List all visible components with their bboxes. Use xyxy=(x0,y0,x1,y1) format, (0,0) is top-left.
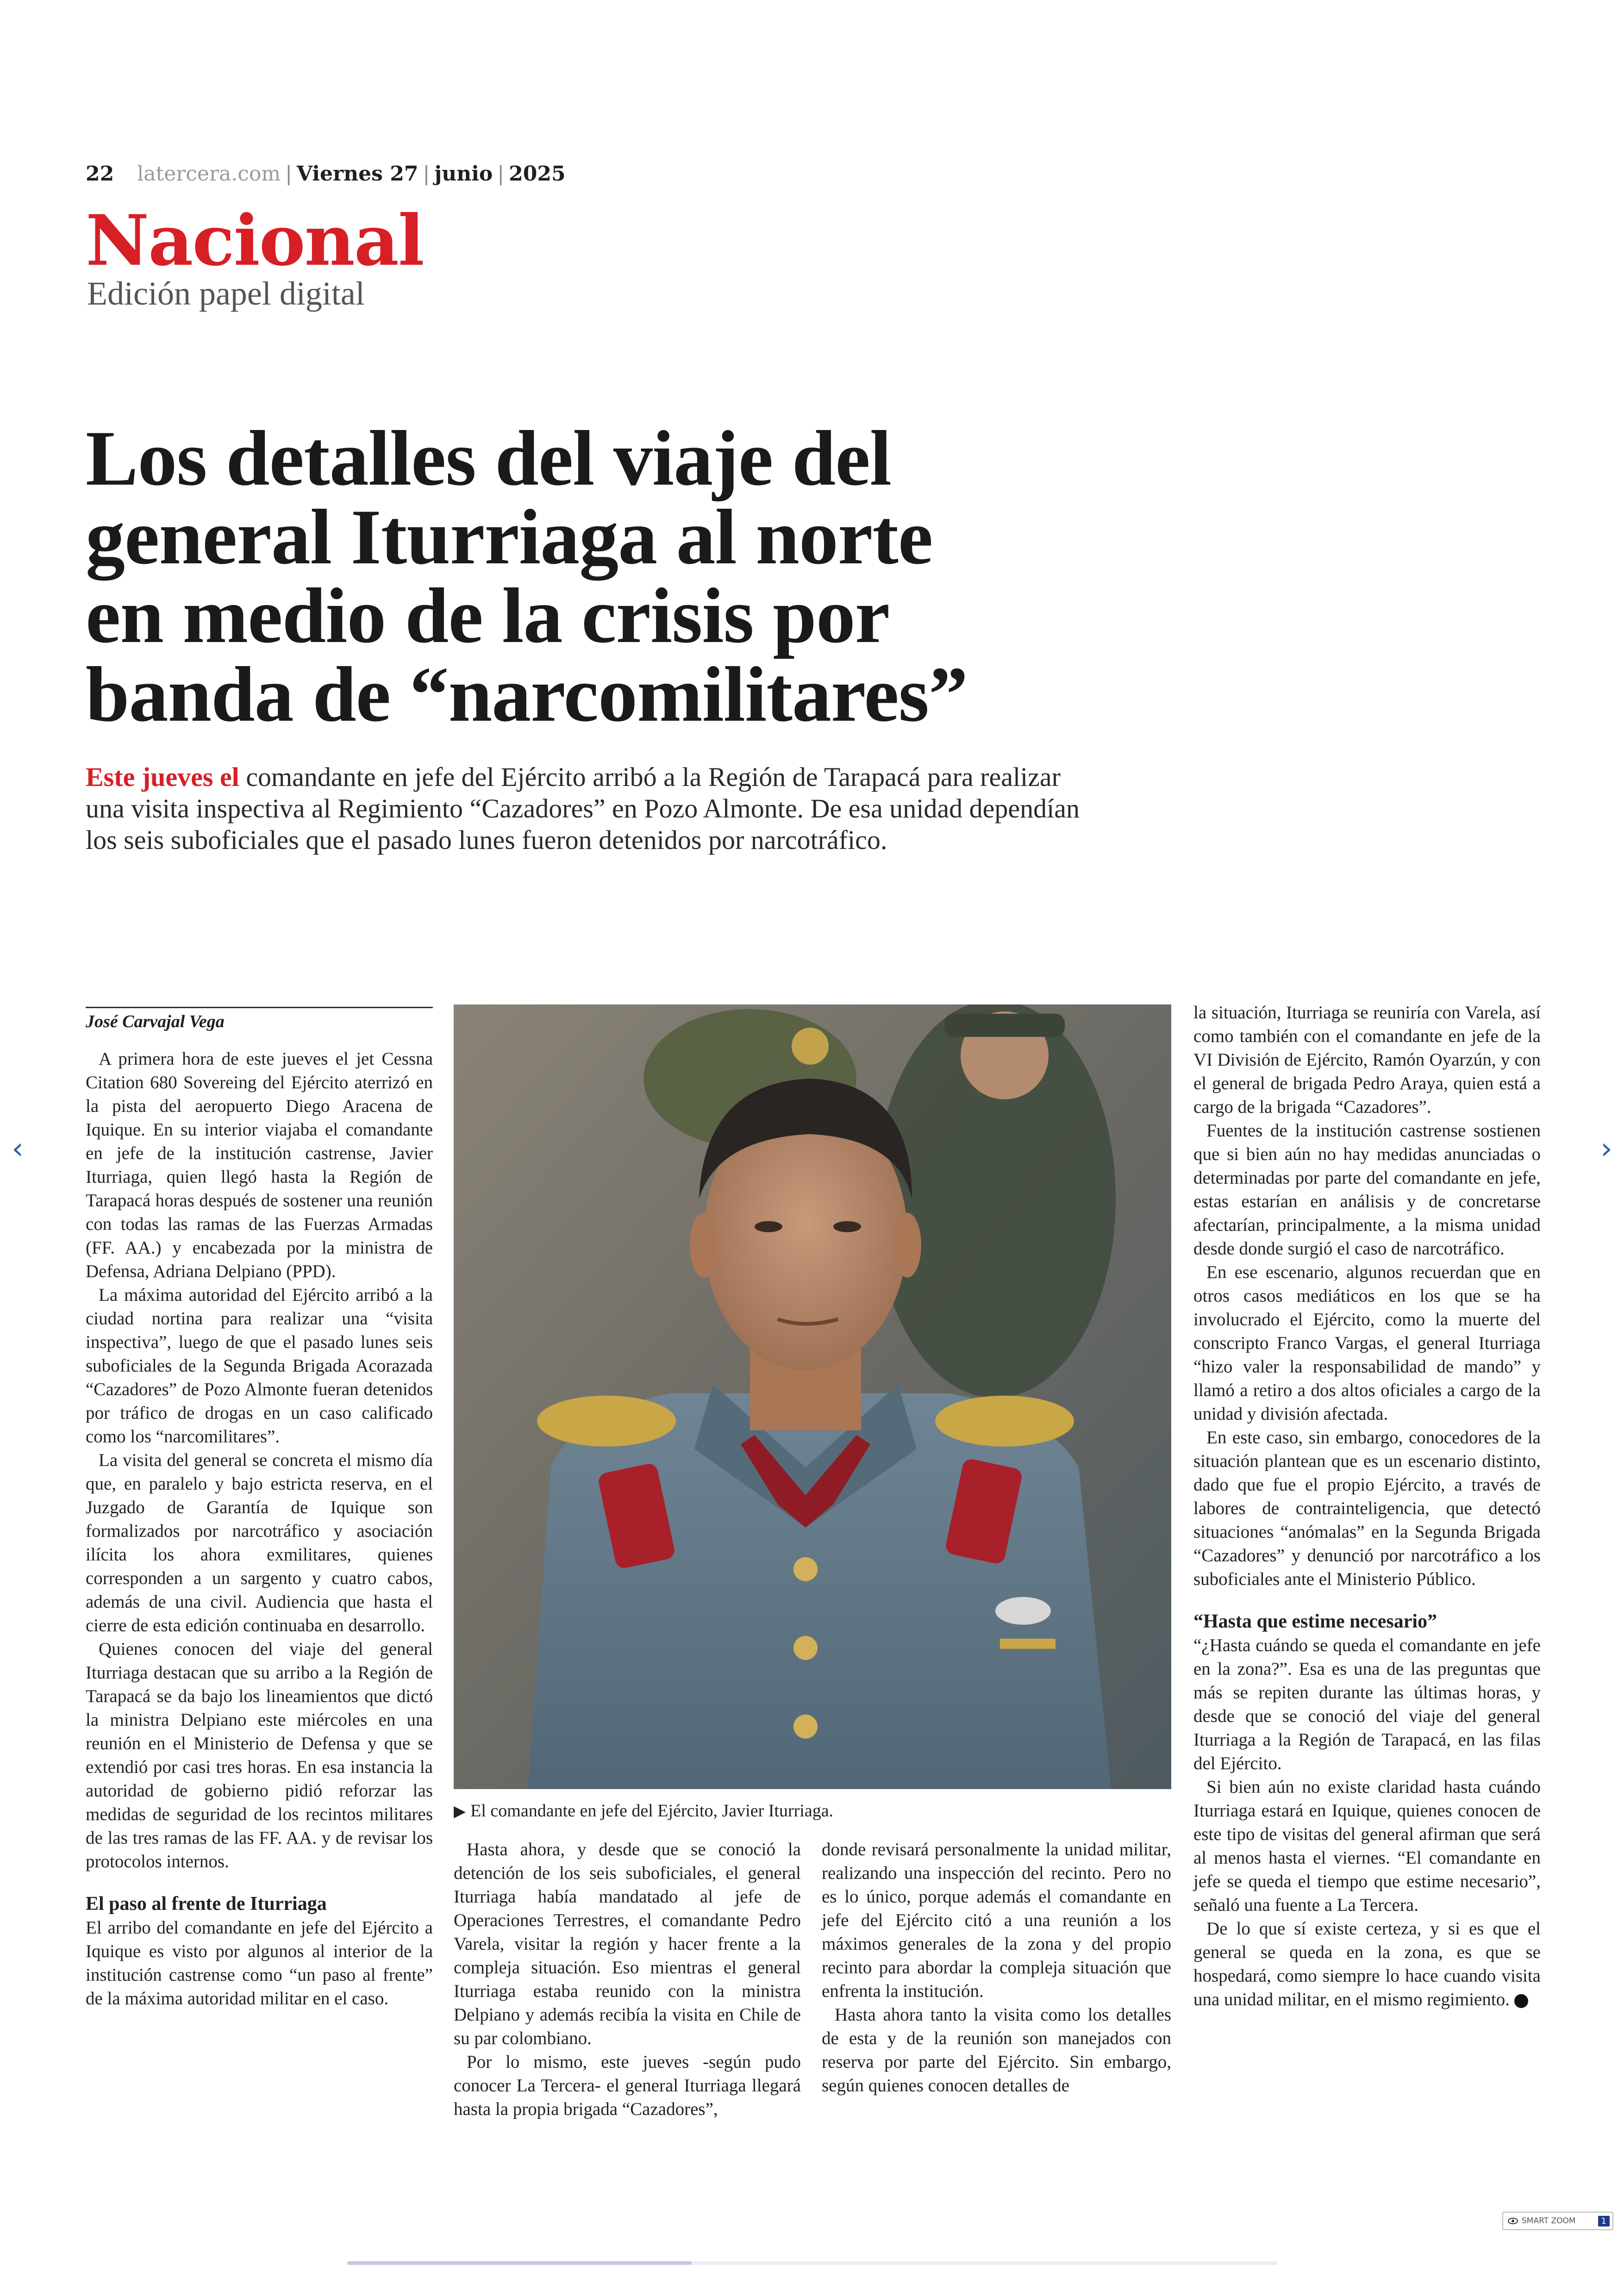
issue-day: Viernes 27 xyxy=(296,162,418,186)
prev-page-button[interactable] xyxy=(4,1130,31,1167)
chevron-right-icon: › xyxy=(1600,1132,1612,1166)
issue-month: junio xyxy=(434,162,493,186)
paragraph: Si bien aún no existe claridad hasta cuándo Iturriaga estará en Iquique, quienes conocen de este tipo de visitas del general afirman que será al menos hasta el viernes. “El comandante en jefe se queda el tiempo que estime necesario”, señaló una fuente a La Tercera. xyxy=(1193,1777,1541,1915)
article-photo xyxy=(454,1004,1171,1789)
article-column-3 xyxy=(822,1838,1171,2097)
page-number: 22 xyxy=(86,162,114,186)
paragraph: Hasta ahora, y desde que se conoció la detención de los seis suboficiales, el general Iturriaga había mandatado al jefe de Operaciones Terrestres, el comandante Pedro Varela, visitar la región y hacer frente a la compleja situación. Eso mientras el general Iturriaga estaba reunido con la ministra Delpiano y además recibía la visita en Chile de su par colombiano. xyxy=(454,1840,801,2048)
headline-line: en medio de la crisis por xyxy=(86,572,890,659)
paragraph: En ese escenario, algunos recuerdan que en otros casos mediáticos en los que se ha involucrado el Ejército, como la muerte del conscripto Franco Vargas, el general Iturriaga “hizo valer la responsabilidad de mando” y llamó a retiro a dos altos oficiales a cargo de la unidad y división afectada. xyxy=(1193,1262,1541,1424)
subheading: “Hasta que estime necesario” xyxy=(1193,1611,1437,1632)
site-name: latercera.com xyxy=(137,162,281,186)
article-deck xyxy=(86,761,1081,856)
general-portrait-image xyxy=(454,1004,1171,1789)
edition-label: Edición papel digital xyxy=(87,275,365,312)
paragraph: Fuentes de la institución castrense sostienen que si bien aún no hay medidas anunciadas o determinadas por parte del comandante en jefe, estas estarían en análisis y de concretarse afectarían, principalmente, a la misma unidad desde donde surgió el caso de narcotráfico. xyxy=(1193,1121,1541,1259)
article-headline xyxy=(86,415,1150,738)
paragraph: donde revisará personalmente la unidad militar, realizando una inspección del recinto. Pero no es lo único, porque además el comandante en jefe del Ejército citó a una reunión a los máximos generales de la zona y del propio recinto para abordar la compleja situación que enfrenta la institución. xyxy=(822,1840,1171,2001)
caption-arrow-icon: ▶ xyxy=(454,1803,466,1820)
photo-caption xyxy=(454,1800,1171,1823)
paragraph: El arribo del comandante en jefe del Ejército a Iquique es visto por algunos al interior de la institución castrense como “un paso al frente” de la máxima autoridad militar en el caso. xyxy=(86,1918,433,2008)
paragraph: Por lo mismo, este jueves -según pudo conocer La Tercera- el general Iturriaga llegará hasta la propia brigada “Cazadores”, xyxy=(454,2052,801,2119)
paragraph: Hasta ahora tanto la visita como los detalles de esta y de la reunión son manejados con reserva por parte del Ejército. Sin embargo, según quienes conocen detalles de xyxy=(822,2005,1171,2095)
reading-progress-fill xyxy=(347,2261,692,2265)
paragraph: A primera hora de este jueves el jet Cessna Citation 680 Sovereing del Ejército aterrizó en la pista del aeropuerto Diego Aracena de Iquique. En su interior viajaba el comandante en jefe de la institución castrense, Javier Iturriaga, quien llegó hasta la Región de Tarapacá horas después de sostener una reunión con todas las ramas de las Fuerzas Armadas (FF. AA.) y encabezada por la ministra de Defensa, Adriana Delpiano (PPD). xyxy=(86,1049,433,1281)
smart-zoom-button[interactable] xyxy=(1502,2212,1613,2230)
paragraph: La visita del general se concreta el mismo día que, en paralelo y bajo estricta reserva, en el Juzgado de Garantía de Iquique son formalizados por narcotráfico y asociación ilícita los ahora exmilitares, quienes corresponden a un sargento y cuatro cabos, además de una civil. Audiencia que hasta el cierre de esta edición continuaba en desarrollo. xyxy=(86,1450,433,1635)
paragraph: Quienes conocen del viaje del general Iturriaga destacan que su arribo a la Región de Tarapacá se da bajo los lineamientos que dictó la ministra Delpiano este miércoles en una reunión en el Ministerio de Defensa y que se extendió por casi tres horas. En esa instancia la autoridad de gobierno pidió reforzar las medidas de seguridad de los recintos militares de las tres ramas de las FF. AA. y de revisar los protocolos internos. xyxy=(86,1639,433,1871)
section-title: Nacional xyxy=(86,200,424,281)
headline-line: banda de “narcomilitares” xyxy=(86,651,968,738)
byline: José Carvajal Vega xyxy=(86,1007,433,1032)
page-folio: 22 latercera.com | Viernes 27 | junio | 2025 xyxy=(86,162,566,186)
chevron-left-icon: ‹ xyxy=(12,1132,24,1166)
paragraph: “¿Hasta cuándo se queda el comandante en jefe en la zona?”. Esa es una de las preguntas que más se repiten durante las últimas horas, y desde que se conoció del viaje del general Iturriaga a la Región de Tarapacá, en las filas del Ejército. xyxy=(1193,1635,1541,1773)
zoom-page-number: 1 xyxy=(1598,2216,1610,2226)
article-column-2 xyxy=(454,1838,801,2121)
headline-line: general Iturriaga al norte xyxy=(86,493,933,580)
paragraph: La máxima autoridad del Ejército arribó a la ciudad nortina para realizar una “visita inspectiva”, luego de que el pasado lunes seis suboficiales de la Segunda Brigada Acorazada “Cazadores” de Pozo Almonte fueran detenidos por tráfico de drogas en un caso calificado como los “narcomilitares”. xyxy=(86,1285,433,1447)
article-column-1 xyxy=(86,1047,433,2010)
deck-lead: Este jueves el xyxy=(86,762,239,792)
eye-icon xyxy=(1508,2218,1518,2224)
smart-zoom-label: SMART ZOOM xyxy=(1522,2216,1576,2226)
reading-progress-bar[interactable] xyxy=(347,2261,1278,2265)
article-column-4 xyxy=(1193,1001,1541,2011)
issue-year: 2025 xyxy=(509,162,566,186)
caption-text: El comandante en jefe del Ejército, Javier Iturriaga. xyxy=(470,1801,834,1821)
next-page-button[interactable] xyxy=(1593,1130,1620,1167)
end-mark-icon xyxy=(1514,1994,1528,2008)
deck-text: comandante en jefe del Ejército arribó a la Región de Tarapacá para realizar una visita inspectiva al Regimiento “Cazadores” en Pozo Almonte. De esa unidad dependían los seis suboficiales que el pasado lunes fueron detenidos por narcotráfico. xyxy=(86,762,1080,855)
paragraph: la situación, Iturriaga se reuniría con Varela, así como también con el comandante en jefe de la VI División de Ejército, Ramón Oyarzún, y con el general de brigada Pedro Araya, quien está a cargo de la brigada “Cazadores”. xyxy=(1193,1003,1541,1117)
paragraph: En este caso, sin embargo, conocedores de la situación plantean que es un escenario distinto, dado que fue el propio Ejército, a través de labores de contrainteligencia, que detectó situaciones “anómalas” en la Segunda Brigada “Cazadores” y denunció por narcotráfico a los suboficiales ante el Ministerio Público. xyxy=(1193,1428,1541,1589)
subheading: El paso al frente de Iturriaga xyxy=(86,1893,327,1915)
paragraph xyxy=(1193,1917,1541,2011)
paragraph-text: De lo que sí existe certeza, y si es que el general se queda en la zona, es que se hospedará, como siempre lo hace cuando visita una unidad militar, en el mismo regimiento. xyxy=(1193,1919,1541,2009)
headline-line: Los detalles del viaje del xyxy=(86,415,891,502)
